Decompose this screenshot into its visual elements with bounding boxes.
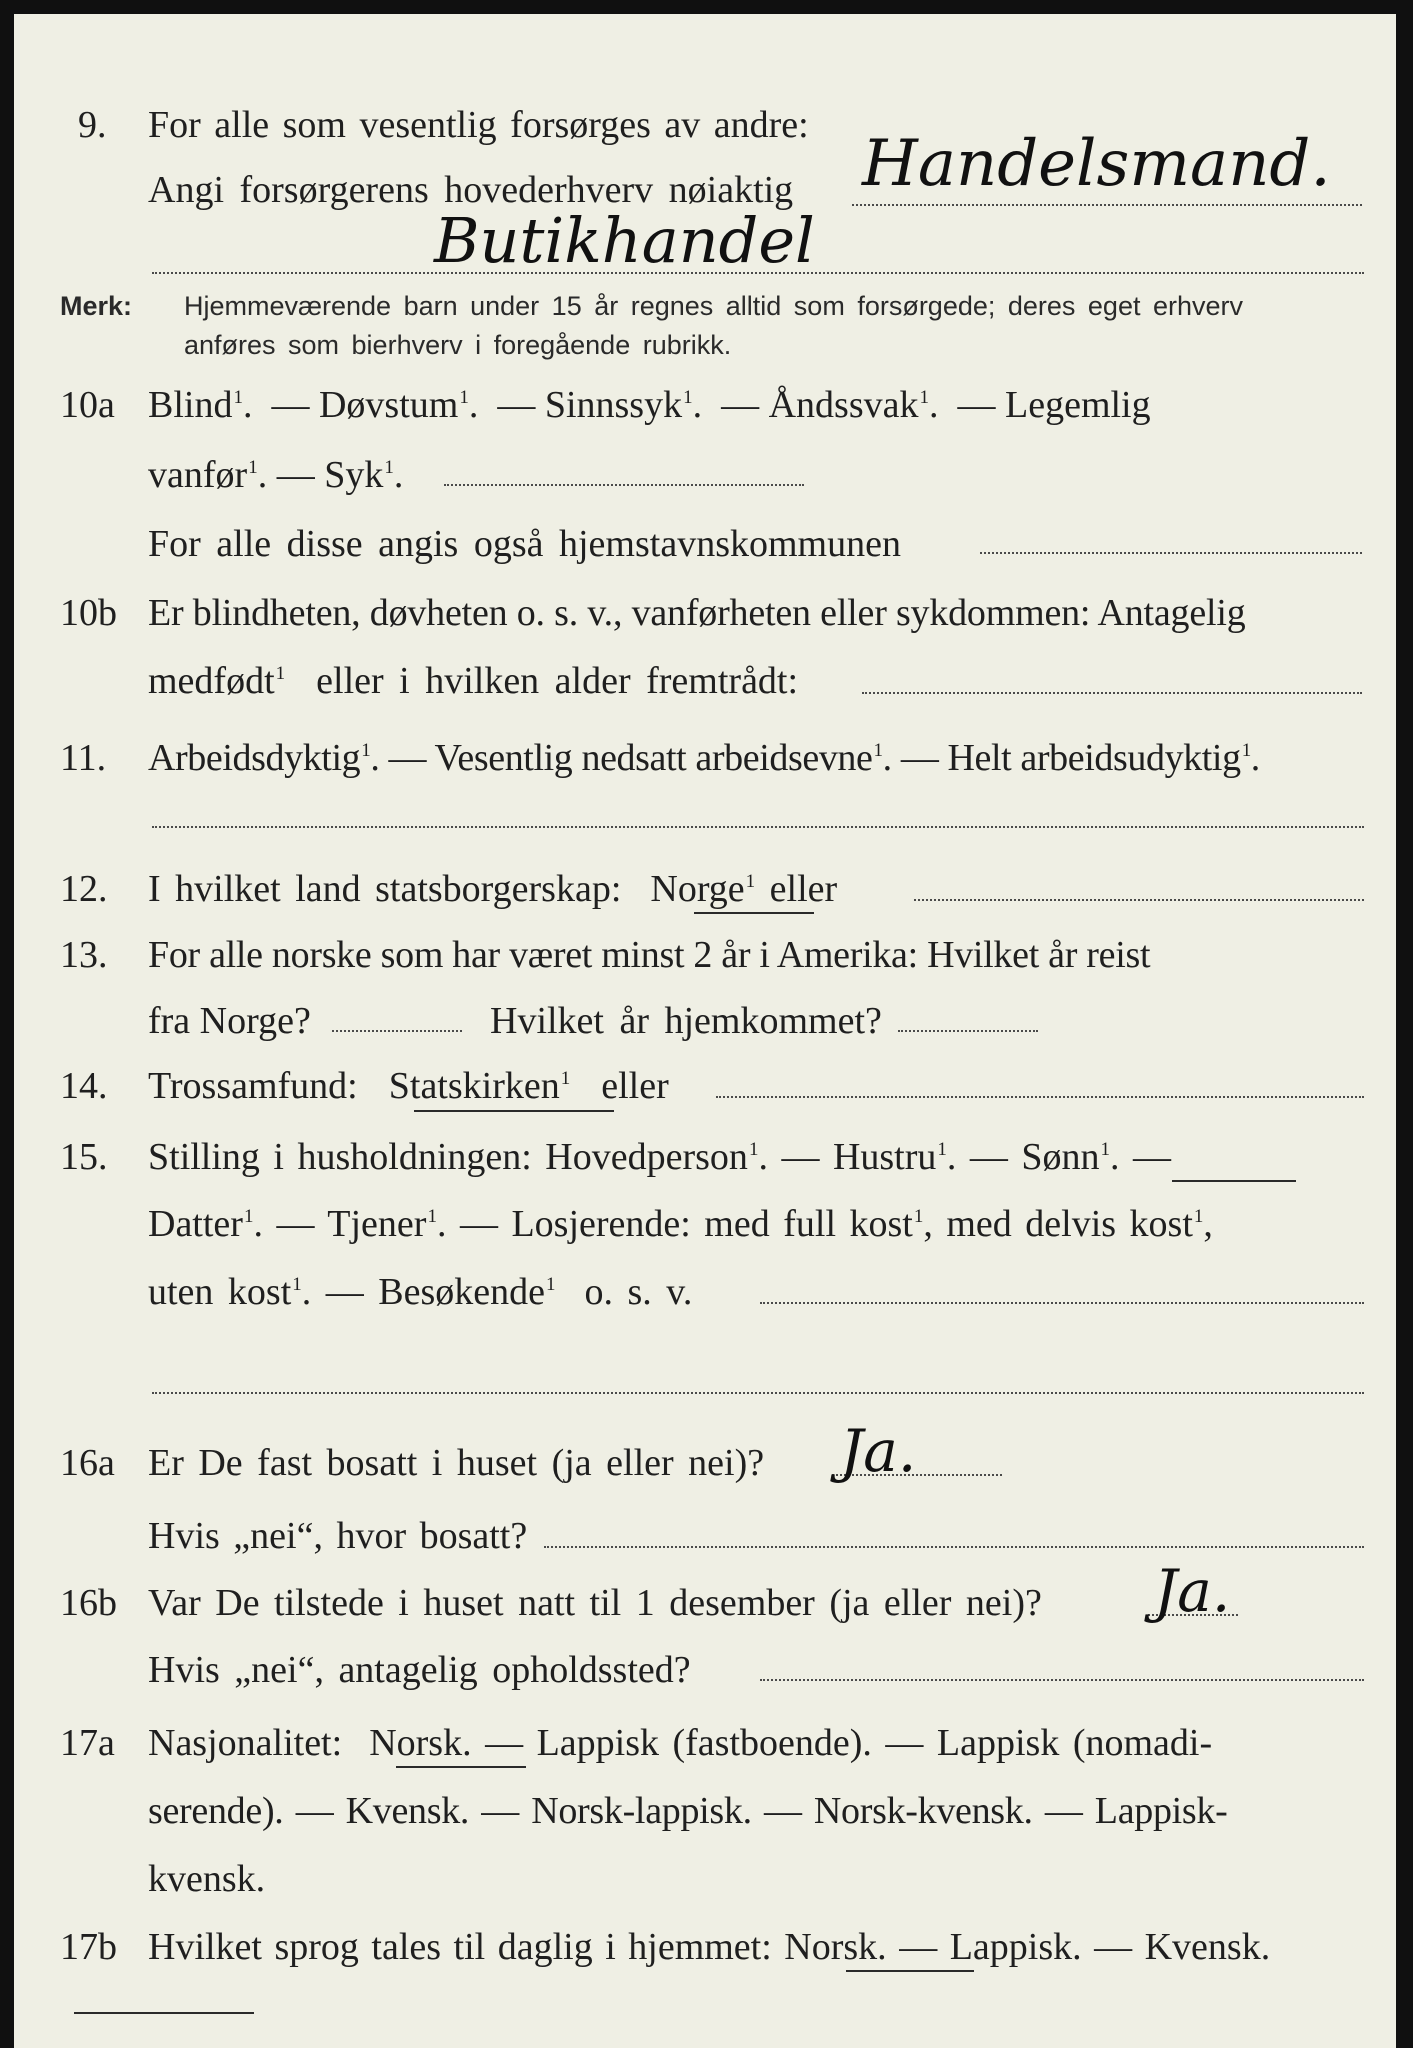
q10a-option-andssvak: — Åndssvak (721, 384, 919, 426)
q16b-line2: Hvis „nei“, antagelig opholdssted? (148, 1649, 691, 1691)
q13-number: 13. (60, 934, 108, 976)
q17a-option-norsk: Norsk. (369, 1722, 472, 1764)
q10a-kommune-line (980, 552, 1362, 554)
q17b-line: Hvilket sprog tales til daglig i hjemmet: Norsk. — Lappisk. — Kvensk. (148, 1926, 1271, 1968)
q16b-line1: Var De tilstede i huset natt til 1 desember (ja eller nei)? (148, 1582, 1042, 1624)
q12-norge-underline (694, 912, 814, 914)
q9-answer-handwritten: Handelsmand. (862, 127, 1331, 201)
q16a-number: 16a (60, 1442, 115, 1484)
q14-answer-line (716, 1096, 1364, 1098)
q12-number: 12. (60, 868, 108, 910)
q12-answer-line (914, 899, 1364, 901)
q11-number: 11. (60, 737, 107, 779)
q17b-norsk-underline (846, 1970, 974, 1972)
q17b-number: 17b (60, 1926, 117, 1968)
q14-number: 14. (60, 1065, 108, 1107)
q10a-option-syk: — Syk (276, 454, 384, 496)
q13-reist-line (332, 1030, 462, 1032)
q10a-syk-line (444, 484, 804, 486)
q13-line2b: Hvilket år hjemkommet? (490, 1000, 882, 1042)
q10b-answer-line (862, 692, 1362, 694)
merk-label: Merk: (60, 291, 133, 321)
q10a-option-dovstum: — Døvstum (271, 384, 459, 426)
q10a-number: 10a (60, 384, 115, 426)
footnote-rule (74, 2012, 254, 2014)
q10b-line1: Er blindheten, døvheten o. s. v., vanførheten eller sykdommen: Antagelig (148, 592, 1246, 634)
q15-number: 15. (60, 1136, 108, 1178)
q17b-option-norsk: Norsk. (784, 1926, 887, 1968)
q17a-number: 17a (60, 1722, 115, 1764)
q17a-line3: kvensk. (148, 1858, 266, 1900)
q12-line: I hvilket land statsborgerskap: Norge$^1$ eller (148, 868, 838, 910)
q15-line2: Datter$^1$. — Tjener$^1$. — Losjerende: med full kost$^1$, med delvis kost$^1$, (148, 1203, 1213, 1245)
q14-statskirken-underline (414, 1110, 614, 1112)
merk-line2: anføres som bierhverv i foregående rubrikk. (184, 330, 732, 360)
q10a-option-vanfor: vanfør (148, 454, 248, 496)
merk-line1: Hjemmeværende barn under 15 år regnes alltid som forsørgede; deres eget erhverv (184, 291, 1243, 321)
q15-answer-line (152, 1392, 1364, 1394)
q10a-option-sinnssyk: — Sinnssyk (497, 384, 683, 426)
q17a-norsk-underline (396, 1766, 526, 1768)
q9-line1: For alle som vesentlig forsørges av andre: (148, 104, 809, 146)
q14-line: Trossamfund: Statskirken$^1$ eller (148, 1065, 669, 1107)
q9-answer-handwritten-2: Butikhandel (434, 204, 815, 277)
q12-option-norge: Norge (650, 868, 745, 910)
q15-sonn-underline (1172, 1180, 1296, 1182)
q9-number: 9. (78, 104, 107, 146)
q16a-line2: Hvis „nei“, hvor bosatt? (148, 1515, 528, 1557)
q13-line2a: fra Norge? (148, 1000, 311, 1042)
q16a-bosatt-line (544, 1546, 1364, 1548)
q16b-opholdssted-line (760, 1679, 1364, 1681)
q10a-line3: For alle disse angis også hjemstavnskommunen (148, 523, 901, 565)
q13-hjemkommet-line (898, 1030, 1038, 1032)
q14-option-statskirken: Statskirken (388, 1065, 560, 1107)
q10a-option-legemlig: — Legemlig (957, 384, 1151, 426)
q10b-number: 10b (60, 592, 117, 634)
q16b-answer-handwritten: Ja. (1154, 1557, 1231, 1625)
q10a-line2: vanfør$^1$. — Syk$^1$. (148, 454, 404, 496)
q16b-number: 16b (60, 1582, 117, 1624)
q10a-option-blind: Blind (148, 384, 233, 426)
q16a-answer-handwritten: Ja. (840, 1417, 917, 1485)
q17a-line2: serende). — Kvensk. — Norsk-lappisk. — Norsk-kvensk. — Lappisk- (148, 1790, 1228, 1832)
census-form-page (14, 14, 1396, 2048)
q11-answer-line (152, 826, 1364, 828)
q9-answer-line (852, 204, 1362, 206)
q15-option-sonn: Sønn (1021, 1136, 1100, 1178)
q16a-line1: Er De fast bosatt i huset (ja eller nei)? (148, 1442, 765, 1484)
q11-line: Arbeidsdyktig$^1$. — Vesentlig nedsatt arbeidsevne$^1$. — Helt arbeidsudyktig$^1$. (148, 737, 1260, 779)
q15-line3-answer-line (760, 1302, 1364, 1304)
q13-line1: For alle norske som har været minst 2 år i Amerika: Hvilket år reist (148, 934, 1151, 976)
q10b-line2: medfødt$^1$ eller i hvilken alder fremtrådt: (148, 660, 799, 702)
q10a-line1: Blind$^1$. — Døvstum$^1$. — Sinnssyk$^1$. — Åndssvak$^1$. — Legemlig (148, 384, 1151, 426)
q17a-line1: Nasjonalitet: Norsk. — Lappisk (fastboende). — Lappisk (nomadi- (148, 1722, 1213, 1764)
q15-line3: uten kost$^1$. — Besøkende$^1$ o. s. v. (148, 1271, 693, 1313)
q15-line1: Stilling i husholdningen: Hovedperson$^1$. — Hustru$^1$. — Sønn$^1$. — (148, 1136, 1172, 1178)
q9-line2: Angi forsørgerens hovederhverv nøiaktig (148, 169, 794, 211)
